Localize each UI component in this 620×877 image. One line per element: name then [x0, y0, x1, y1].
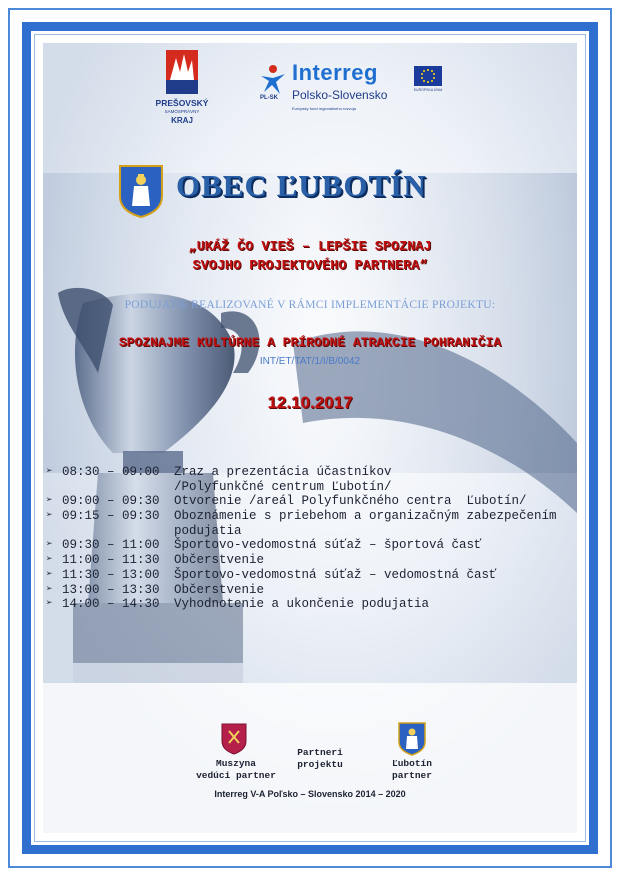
inner-frame-line [34, 34, 586, 842]
schedule-list [46, 465, 566, 612]
schedule-row [46, 553, 566, 568]
schedule-desc: Športovo-vedomostná súťaž – vedomostná časť [174, 567, 497, 582]
eu-label: EURÓPSKA ÚNIA [413, 88, 443, 92]
subtitle-line2: SVOJHO PROJEKTOVÉHO PARTNERA“ [192, 259, 428, 274]
arrow-bullet-icon: ➢ [46, 598, 53, 611]
schedule-time: 09:15 – 09:30 [62, 509, 160, 524]
schedule-row [46, 568, 566, 583]
schedule-row [46, 494, 566, 509]
arrow-bullet-icon: ➢ [46, 495, 53, 508]
schedule-time: 14:00 – 14:30 [62, 597, 160, 612]
presov-emblem-icon [166, 50, 198, 94]
schedule-desc: Otvorenie /areál Polyfunkčného centra Ľubotín/ [174, 494, 527, 509]
partner-right-line2: partner [392, 770, 432, 781]
page-title: OBEC ĽUBOTÍN [176, 168, 427, 203]
partners-label-line1: Partneri [297, 747, 343, 758]
presov-logo-line2: SAMOSPRÁVNY [164, 109, 200, 114]
schedule-time: 09:00 – 09:30 [62, 494, 160, 509]
schedule-time: 13:00 – 13:30 [62, 582, 160, 597]
lubotin-small-coat-of-arms-icon [398, 722, 426, 756]
schedule-time: 09:30 – 11:00 [62, 538, 160, 553]
interreg-tag: PL-SK [260, 95, 278, 101]
schedule-desc: Občerstvenie [174, 582, 265, 597]
footer-program: Interreg V-A Poľsko – Slovensko 2014 – 2020 [214, 789, 406, 799]
subtitle-line1: „UKÁŽ ČO VIEŠ – LEPŠIE SPOZNAJ [188, 240, 432, 255]
arrow-bullet-icon: ➢ [46, 568, 53, 581]
schedule-desc-continued: podujatia [174, 523, 242, 538]
muszyna-coat-of-arms-icon [221, 723, 247, 755]
schedule-desc: Športovo-vedomostná súťaž – športová časť [174, 538, 482, 553]
lubotin-coat-of-arms-icon [118, 164, 164, 218]
schedule-time: 11:30 – 13:00 [62, 567, 160, 582]
interreg-fund-line: Európsky fond regionálneho rozvoja [292, 106, 356, 111]
schedule-time: 11:00 – 11:30 [62, 553, 160, 568]
schedule-desc-continued: /Polyfunkčné centrum Ľubotín/ [174, 479, 392, 494]
presov-logo-line3: KRAJ [171, 116, 193, 125]
interreg-logo [256, 58, 456, 122]
partner-left-line2: vedúci partner [196, 770, 276, 781]
schedule-row [46, 583, 566, 598]
schedule-desc: Zraz a prezentácia účastníkov [174, 465, 392, 479]
schedule-row [46, 509, 566, 524]
intro-text: PODUJATIE REALIZOVANÉ V RÁMCI IMPLEMENTÁCIE PROJEKTU: [124, 299, 496, 311]
event-date: 12.10.2017 [267, 393, 353, 412]
arrow-bullet-icon: ➢ [46, 510, 53, 523]
interreg-figure-icon [258, 64, 288, 96]
partners-label-line2: projektu [297, 759, 343, 770]
schedule-desc: Vyhodnotenie a ukončenie podujatia [174, 597, 430, 612]
arrow-bullet-icon: ➢ [46, 583, 53, 596]
partner-left-line1: Muszyna [216, 758, 256, 769]
arrow-bullet-icon: ➢ [46, 466, 53, 478]
presov-logo-line1: PREŠOVSKÝ [155, 98, 209, 108]
arrow-bullet-icon: ➢ [46, 539, 53, 552]
schedule-desc: Oboznámenie s priebehom a organizačným zabezpečením [174, 509, 557, 524]
interreg-brand: Interreg [292, 60, 378, 85]
project-code: INT/ET/TAT/1/I/B/0042 [259, 356, 361, 367]
presov-region-logo [155, 50, 222, 130]
partner-right-line1: Ľubotín [392, 758, 432, 769]
schedule-desc: Občerstvenie [174, 553, 265, 568]
arrow-bullet-icon: ➢ [46, 554, 53, 567]
eu-flag-icon [414, 66, 442, 86]
schedule-row [46, 597, 566, 612]
schedule-row [46, 538, 566, 553]
schedule-time: 08:30 – 09:00 [62, 465, 160, 479]
interreg-region: Polsko-Slovensko [292, 88, 388, 102]
project-name: SPOZNAJME KULTÚRNE A PRÍRODNÉ ATRAKCIE POHRANIČIA [118, 335, 502, 350]
schedule-row [46, 465, 566, 480]
